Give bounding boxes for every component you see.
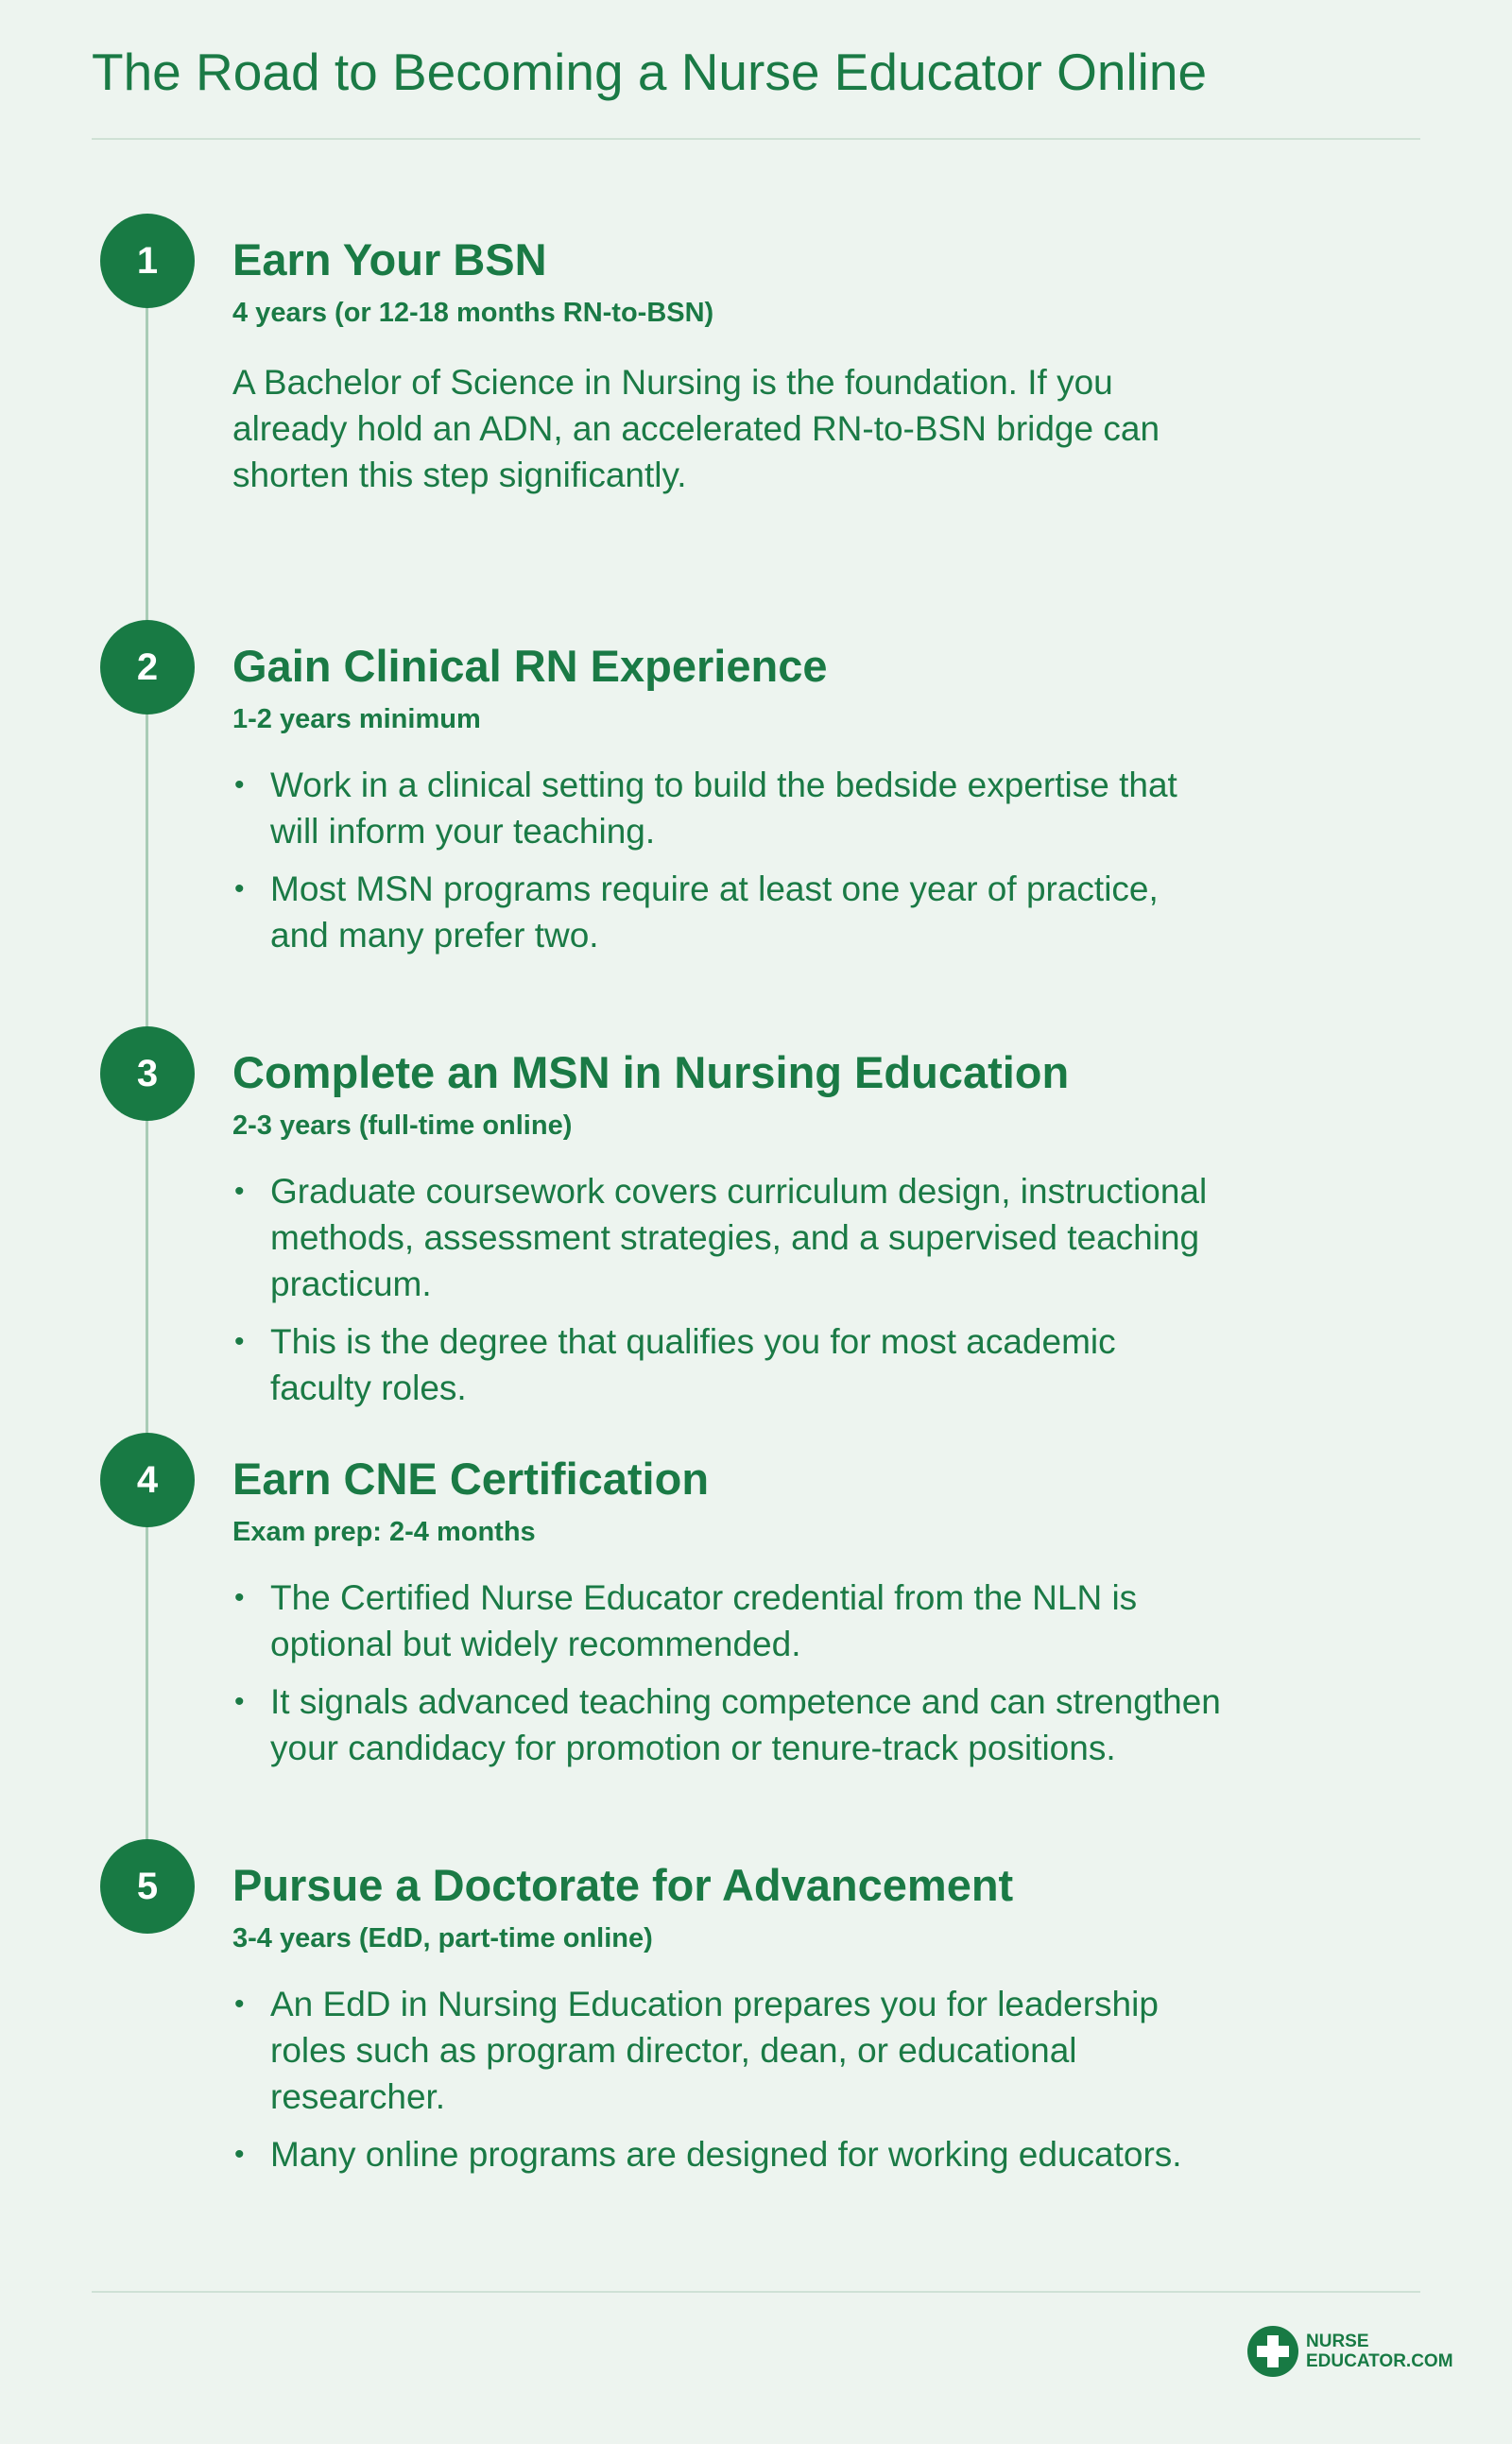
step-number-badge: 3 (100, 1026, 195, 1121)
bullet-text: Most MSN programs require at least one year of practice, and many prefer two. (270, 869, 1159, 955)
step-title: Pursue a Doctorate for Advancement (232, 1860, 1014, 1910)
step-duration: Exam prep: 2-4 months (232, 1517, 536, 1547)
bullet-text: The Certified Nurse Educator credential from the NLN is optional but widely recommended. (270, 1578, 1138, 1663)
bullet-icon: • (234, 769, 245, 800)
header-divider (92, 138, 1420, 140)
bullet-icon: • (234, 1176, 245, 1207)
list-item (232, 1678, 1225, 1771)
list-item (232, 1981, 1225, 2120)
bullet-text: This is the degree that qualifies you for most academic faculty roles. (270, 1322, 1116, 1407)
logo-line-1: NURSE (1306, 2332, 1369, 2351)
logo-wordmark (1306, 2332, 1453, 2371)
bullet-text: Graduate coursework covers curriculum design, instructional methods, assessment strategies, and a supervised teaching practicum. (270, 1172, 1208, 1303)
bullet-text: It signals advanced teaching competence and can strengthen your candidacy for promotion or tenure-track positions. (270, 1682, 1221, 1767)
footer-divider (92, 2291, 1420, 2293)
list-item (232, 2131, 1225, 2177)
step-duration: 3-4 years (EdD, part-time online) (232, 1923, 653, 1953)
step-number-badge: 5 (100, 1839, 195, 1934)
step-description: A Bachelor of Science in Nursing is the foundation. If you already hold an ADN, an accelerated RN-to-BSN bridge can shorten this step significantly. (232, 363, 1160, 494)
step-title: Complete an MSN in Nursing Education (232, 1047, 1070, 1097)
bullet-text: An EdD in Nursing Education prepares you for leadership roles such as program director, dean, or educational researcher. (270, 1985, 1159, 2116)
step-number-badge: 2 (100, 620, 195, 714)
bullet-text: Work in a clinical setting to build the bedside expertise that will inform your teaching. (270, 766, 1177, 851)
medical-cross-icon (1247, 2326, 1298, 2377)
site-logo[interactable] (1247, 2325, 1453, 2378)
step-number-badge: 4 (100, 1433, 195, 1527)
step-title: Gain Clinical RN Experience (232, 641, 828, 691)
step-bullet-list (232, 1575, 1225, 1771)
list-item (232, 1168, 1225, 1307)
step-bullet-list (232, 1981, 1225, 2177)
list-item (232, 866, 1225, 958)
step-duration: 1-2 years minimum (232, 704, 481, 734)
step-title: Earn Your BSN (232, 234, 547, 284)
bullet-icon: • (234, 1582, 245, 1613)
bullet-icon: • (234, 1326, 245, 1357)
bullet-text: Many online programs are designed for working educators. (270, 2135, 1182, 2174)
step-duration: 4 years (or 12-18 months RN-to-BSN) (232, 298, 714, 328)
bullet-icon: • (234, 873, 245, 904)
page-title: The Road to Becoming a Nurse Educator Online (92, 43, 1208, 101)
bullet-icon: • (234, 1988, 245, 2020)
step-bullet-list (232, 1168, 1225, 1411)
list-item (232, 1575, 1225, 1667)
step-duration: 2-3 years (full-time online) (232, 1110, 573, 1141)
step-bullet-list (232, 762, 1225, 958)
list-item (232, 762, 1225, 854)
logo-line-2: EDUCATOR.COM (1306, 2351, 1453, 2371)
step-title: Earn CNE Certification (232, 1454, 710, 1504)
list-item (232, 1318, 1225, 1411)
bullet-icon: • (234, 2139, 245, 2170)
bullet-icon: • (234, 1686, 245, 1717)
step-number-badge: 1 (100, 214, 195, 308)
